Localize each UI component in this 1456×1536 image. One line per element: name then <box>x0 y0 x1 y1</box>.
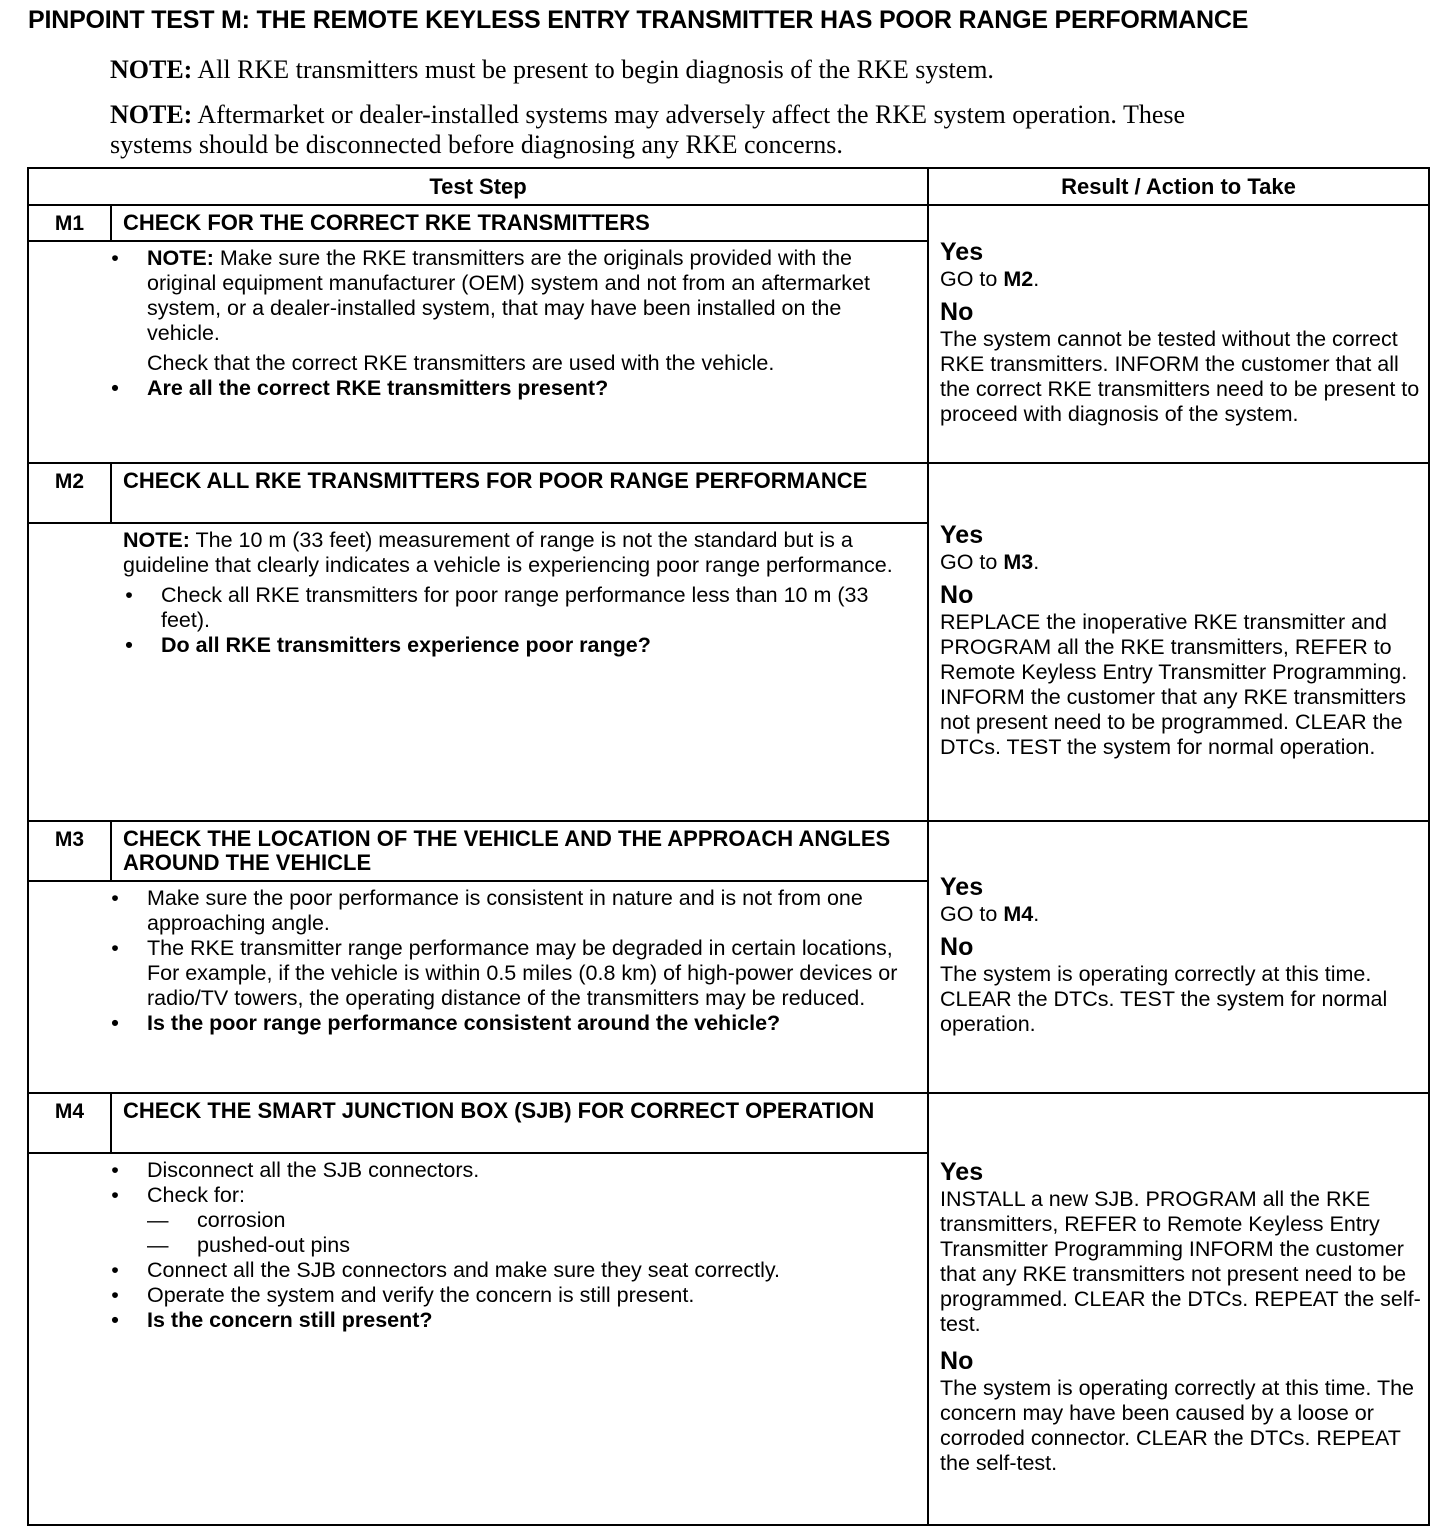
step-link-m2[interactable]: M2 <box>1003 266 1034 291</box>
list-subitem: — corrosion <box>109 1208 919 1233</box>
result-yes-label: Yes <box>940 873 984 901</box>
list-item: • The RKE transmitter range performance may be degraded in certain locations, For example, if the vehicle is within 0.5 miles (0.8 km) of high-power devices or radio/TV towers, the operating distance of the transmitters may be reduced. <box>109 936 919 1011</box>
step-question: • Is the poor range performance consistent around the vehicle? <box>109 1011 919 1036</box>
step-question: • Are all the correct RKE transmitters present? <box>109 376 919 401</box>
list-item: • Check for: <box>109 1183 919 1208</box>
result-no-label: No <box>940 580 974 609</box>
result-no-label: No <box>940 297 974 326</box>
step-title: CHECK THE LOCATION OF THE VEHICLE AND THE APPROACH ANGLES AROUND THE VEHICLE <box>111 821 928 881</box>
step-question: • Do all RKE transmitters experience poor range? <box>123 633 919 658</box>
result-yes-action: GO to M4. <box>940 902 1040 926</box>
step-m4-result <box>928 1093 1429 1525</box>
step-m3-header-row <box>28 821 1429 881</box>
step-m1-result <box>928 205 1429 463</box>
step-title: CHECK ALL RKE TRANSMITTERS FOR POOR RANGE PERFORMANCE <box>111 463 928 523</box>
result-no-label: No <box>940 933 974 961</box>
result-no-action-inform: INFORM the customer that any RKE transmitters not present need to be programmed. CLEAR the DTCs. TEST the system for normal operation. <box>940 684 1406 759</box>
note-label: NOTE: <box>110 55 193 84</box>
note-aftermarket-systems <box>110 100 1260 160</box>
result-no-action: The system is operating correctly at this time. CLEAR the DTCs. TEST the system for normal operation. <box>940 962 1388 1036</box>
list-item: • Make sure the poor performance is consistent in nature and is not from one approaching angle. <box>109 886 919 936</box>
list-item: • Check all RKE transmitters for poor range performance less than 10 m (33 feet). <box>123 583 919 633</box>
note-text: Aftermarket or dealer-installed systems may adversely affect the RKE system operation. These systems should be disconnected before diagnosing any RKE concerns. <box>110 100 1186 159</box>
note-transmitters-present <box>110 55 1260 85</box>
step-m4-body <box>28 1153 928 1525</box>
step-m2-result <box>928 463 1429 821</box>
list-item: • Disconnect all the SJB connectors. <box>109 1158 919 1183</box>
step-m1-body <box>28 241 928 463</box>
pinpoint-test-table <box>27 167 1430 1526</box>
result-no-action: REPLACE the inoperative RKE transmitter and PROGRAM all the RKE transmitters, REFER to Remote Keyless Entry Transmitter Programming. <box>940 609 1408 684</box>
step-note: NOTE: The 10 m (33 feet) measurement of range is not the standard but is a guideline that clearly indicates a vehicle is experiencing poor range performance. <box>123 528 893 577</box>
result-yes-action: INSTALL a new SJB. PROGRAM all the RKE transmitters, REFER to Remote Keyless Entry Transmitter Programming INFORM the customer that any RKE transmitters not present need to be programmed. CLEAR the DTCs. REPEAT the self-test. <box>940 1187 1421 1336</box>
step-id: M3 <box>28 821 111 881</box>
list-item: • Operate the system and verify the concern is still present. <box>109 1283 919 1308</box>
step-m2-body <box>28 523 928 821</box>
result-no-action: The system cannot be tested without the correct RKE transmitters. INFORM the customer that all the correct RKE transmitters need to be present to proceed with diagnosis of the system. <box>940 326 1420 426</box>
note-text: All RKE transmitters must be present to begin diagnosis of the RKE system. <box>192 55 994 84</box>
list-item: • NOTE: Make sure the RKE transmitters are the originals provided with the original equipment manufacturer (OEM) system and not from an aftermarket system, or a dealer-installed system, that may have been installed on the vehicle. <box>109 246 919 346</box>
step-link-m3[interactable]: M3 <box>1003 549 1034 574</box>
column-header-result: Result / Action to Take <box>928 168 1429 205</box>
step-id: M1 <box>28 205 111 241</box>
result-yes-action: GO to M2. <box>940 266 1040 291</box>
step-m1-header-row <box>28 205 1429 241</box>
step-question: • Is the concern still present? <box>109 1308 919 1333</box>
step-instruction: Check that the correct RKE transmitters are used with the vehicle. <box>147 351 775 375</box>
table-header-row <box>28 168 1429 205</box>
step-m3-body <box>28 881 928 1093</box>
note-label: NOTE: <box>110 100 193 129</box>
step-m2-header-row <box>28 463 1429 523</box>
column-header-test-step: Test Step <box>28 168 928 205</box>
result-no-label: No <box>940 1347 974 1375</box>
page-title: PINPOINT TEST M: THE REMOTE KEYLESS ENTRY TRANSMITTER HAS POOR RANGE PERFORMANCE <box>28 6 1249 34</box>
result-yes-label: Yes <box>940 237 984 266</box>
list-subitem: — pushed-out pins <box>109 1233 919 1258</box>
step-id: M2 <box>28 463 111 523</box>
step-link-m4[interactable]: M4 <box>1003 902 1034 926</box>
step-title: CHECK FOR THE CORRECT RKE TRANSMITTERS <box>111 205 928 241</box>
result-yes-action: GO to M3. <box>940 549 1040 574</box>
result-no-action: The system is operating correctly at this time. The concern may have been caused by a loose or corroded connector. CLEAR the DTCs. REPEAT the self-test. <box>940 1376 1414 1475</box>
result-yes-label: Yes <box>940 1158 984 1186</box>
step-m3-result <box>928 821 1429 1093</box>
step-id: M4 <box>28 1093 111 1153</box>
step-m4-header-row <box>28 1093 1429 1153</box>
result-yes-label: Yes <box>940 520 984 549</box>
list-item: • Connect all the SJB connectors and make sure they seat correctly. <box>109 1258 919 1283</box>
step-title: CHECK THE SMART JUNCTION BOX (SJB) FOR CORRECT OPERATION <box>111 1093 928 1153</box>
